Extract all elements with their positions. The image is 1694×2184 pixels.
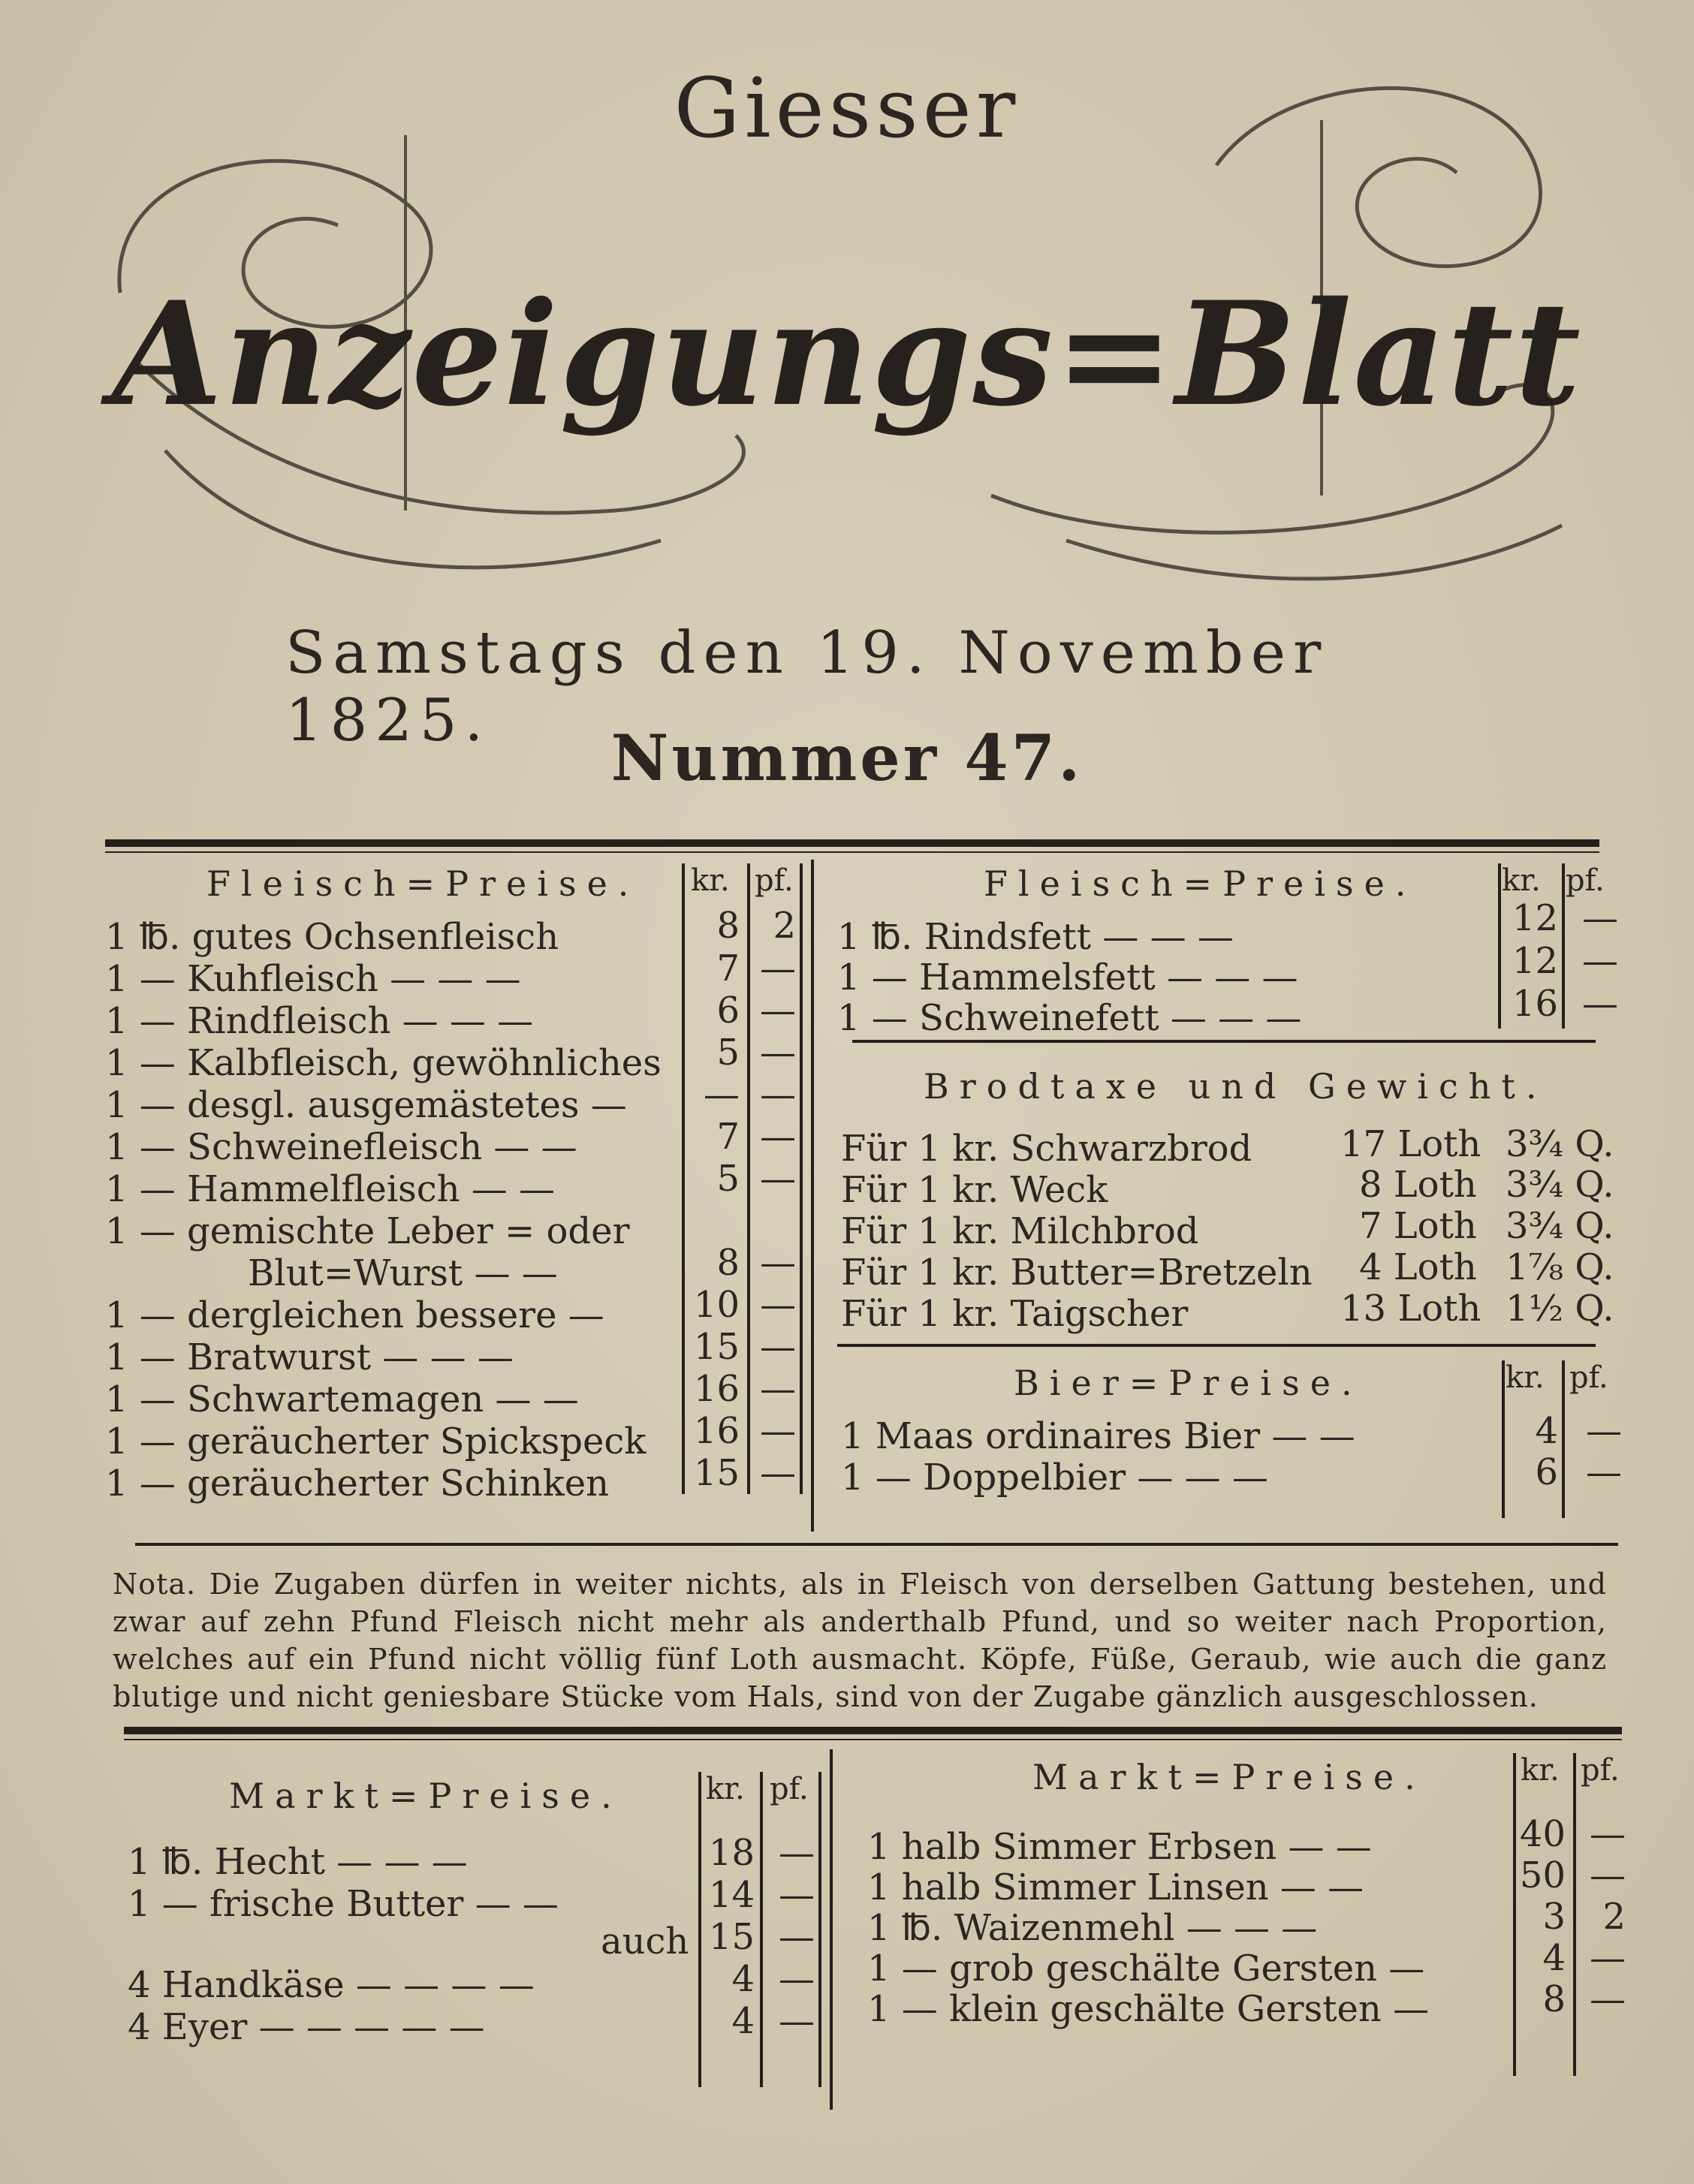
table-row-kr: 16 <box>1512 983 1558 1025</box>
table-row-label: 1 — Schweinefett — — — <box>837 997 1302 1039</box>
table-row-pf: — <box>779 1916 815 1958</box>
bier-top-rule <box>837 1344 1596 1347</box>
table-row-label: 1 Maas ordinaires Bier — — <box>841 1415 1355 1457</box>
table-row-quentchen: 1½ Q. <box>1506 1288 1614 1330</box>
table-row-quentchen: 3¾ Q. <box>1506 1123 1614 1165</box>
table-row-pf: — <box>760 947 796 990</box>
table-row-kr: 4 <box>1535 1410 1558 1452</box>
table-row-label: Blut=Wurst — — <box>248 1252 558 1294</box>
table-row-label: 1 — frische Butter — — <box>128 1883 559 1925</box>
masthead-city: Giesser <box>674 60 1020 156</box>
table-row-label: 1 — Kuhfleisch — — — <box>105 958 521 1000</box>
table-row-weight: 13 Loth <box>1340 1288 1481 1330</box>
table-row-label: 1 ℔. Hecht — — — <box>128 1841 468 1883</box>
table-row-kr: 5 <box>716 1032 740 1074</box>
table-row-pf: — <box>779 2000 815 2042</box>
table-row-kr: — <box>704 1074 740 1116</box>
table-row-pf: — <box>760 1284 796 1326</box>
table-row-kr: 3 <box>1542 1896 1566 1938</box>
table-row-pf: — <box>1590 1937 1626 1979</box>
table-row-pf: — <box>1590 1854 1626 1896</box>
table-row-pf: — <box>760 1326 796 1368</box>
table-row-pf: — <box>760 990 796 1032</box>
table-row-kr: 8 <box>716 1242 740 1284</box>
fleisch-left-title: Fleisch=Preise. <box>206 863 640 904</box>
flourish-right-swash <box>1066 526 1562 579</box>
table-row-kr: 8 <box>716 905 740 947</box>
table-row-pf: — <box>760 1242 796 1284</box>
markt-left-end-line <box>818 1772 821 2087</box>
table-row-pf: — <box>1590 1813 1626 1855</box>
table-row-label: 1 — Hammelsfett — — — <box>837 956 1298 999</box>
table-row-label: Für 1 kr. Schwarzbrod <box>841 1128 1252 1170</box>
fleisch-right-pf-header: pf. <box>1566 863 1605 898</box>
table-row-quentchen: 3¾ Q. <box>1506 1164 1614 1206</box>
flourish-left-swash <box>165 450 661 568</box>
table-row-kr: 5 <box>716 1158 740 1200</box>
market-column-divider <box>830 1749 833 2110</box>
table-row-label: 1 — geräucherter Schinken <box>105 1463 610 1505</box>
table-row-label: 1 — Schweinefleisch — — <box>105 1126 577 1168</box>
table-row-pf: — <box>1582 983 1618 1025</box>
fleisch-right-title: Fleisch=Preise. <box>984 863 1417 904</box>
table-row-kr: 6 <box>716 990 740 1032</box>
table-row-kr: 10 <box>693 1284 740 1326</box>
markt-left-title: Markt=Preise. <box>229 1776 622 1816</box>
markt-right-pf-header: pf. <box>1581 1753 1620 1788</box>
fleisch-right-kr-header: kr. <box>1502 863 1541 898</box>
markt-right-title: Markt=Preise. <box>1032 1757 1426 1797</box>
table-row-label: 1 ℔. Rindsfett — — — <box>837 916 1234 958</box>
table-row-label: 1 ℔. Waizenmehl — — — <box>867 1907 1318 1949</box>
nota-paragraph: Nota. Die Zugaben dürfen in weiter nichts, als in Fleisch von derselben Gattung bestehen, und zwar auf zehn Pfund Fleisch nicht mehr als anderthalb Pfund, und so weiter nach Proportion, welches auf ein Pfund nicht völlig fünf Loth ausmacht. Köpfe, Füße, Geraub, wie auch die ganz blutige und nicht geniesbare Stücke vom Hals, sind von der Zugabe gänzlich ausgeschlossen. <box>113 1568 1607 1713</box>
table-row-label: 1 — Rindfleisch — — — <box>105 1000 534 1042</box>
table-row-label: 1 — desgl. ausgemästetes — <box>105 1084 627 1126</box>
table-row-pf: — <box>1590 1978 1626 2020</box>
fleisch-left-end-line <box>800 863 803 1494</box>
nota-top-rule <box>135 1543 1618 1546</box>
markt-left-pf-header: pf. <box>770 1772 809 1806</box>
issue-date: Samstags den 19. November 1825. <box>285 619 1329 755</box>
table-row-pf: — <box>760 1410 796 1452</box>
table-row-weight: 8 Loth <box>1359 1164 1477 1206</box>
masthead-title: Anzeigungs=Blatt <box>111 270 1583 438</box>
table-row-weight: 4 Loth <box>1359 1246 1477 1288</box>
table-row-pf: — <box>760 1158 796 1200</box>
table-row-pf: — <box>779 1874 815 1916</box>
table-row-label: 1 ℔. gutes Ochsenfleisch <box>105 916 559 958</box>
table-row-kr: 7 <box>716 947 740 990</box>
table-row-kr: 12 <box>1512 940 1558 982</box>
table-row-pf: — <box>1582 940 1618 982</box>
table-row-kr: 18 <box>708 1832 755 1874</box>
table-row-pf: — <box>760 1368 796 1410</box>
table-row-label: 1 halb Simmer Erbsen — — <box>867 1826 1372 1868</box>
table-row-label: 1 — dergleichen bessere — <box>105 1294 604 1336</box>
table-row-label: 4 Handkäse — — — — <box>128 1964 535 2006</box>
brod-title: Brodtaxe und Gewicht. <box>924 1066 1548 1107</box>
table-row-pf: — <box>779 1832 815 1874</box>
table-row-label: Für 1 kr. Milchbrod <box>841 1210 1199 1252</box>
table-row-kr: 4 <box>731 1958 755 2000</box>
table-row-kr: 14 <box>708 1874 755 1916</box>
table-row-kr: 7 <box>716 1116 740 1158</box>
table-row-pf: — <box>1586 1410 1622 1452</box>
table-row-label: 1 — Schwartemagen — — <box>105 1378 579 1420</box>
table-row-label: 1 — geräucherter Spickspeck <box>105 1420 647 1463</box>
top-rule <box>105 839 1599 847</box>
table-row-label: auch <box>601 1920 689 1963</box>
table-row-pf: — <box>760 1074 796 1116</box>
table-row-kr: 16 <box>693 1410 740 1452</box>
table-row-label: 1 — grob geschälte Gersten — <box>867 1948 1425 1990</box>
top-rule-thin <box>105 851 1599 853</box>
table-row-pf: — <box>1582 897 1618 939</box>
table-row-label: Für 1 kr. Weck <box>841 1169 1108 1211</box>
table-row-label: 1 — Doppelbier — — — <box>841 1457 1268 1499</box>
issue-number: Nummer 47. <box>610 721 1084 795</box>
table-row-kr: 15 <box>693 1452 740 1494</box>
bier-kr-header: kr. <box>1506 1360 1545 1395</box>
table-row-kr: 8 <box>1542 1978 1566 2020</box>
table-row-kr: 15 <box>693 1326 740 1368</box>
fleisch-left-kr-header: kr. <box>691 863 730 898</box>
table-row-weight: 17 Loth <box>1340 1123 1481 1165</box>
table-row-kr: 4 <box>731 2000 755 2042</box>
table-row-pf: — <box>760 1452 796 1494</box>
table-row-pf: — <box>760 1116 796 1158</box>
table-row-label: 1 — klein geschälte Gersten — <box>867 1988 1430 2030</box>
bier-title: Bier=Preise. <box>1014 1363 1363 1403</box>
table-row-pf: — <box>760 1032 796 1074</box>
bier-pf-header: pf. <box>1569 1360 1608 1395</box>
table-row-kr: 50 <box>1519 1854 1566 1896</box>
table-row-label: Für 1 kr. Taigscher <box>841 1293 1189 1335</box>
column-divider <box>811 860 814 1532</box>
markt-right-kr-header: kr. <box>1521 1753 1560 1788</box>
table-row-weight: 7 Loth <box>1359 1205 1477 1247</box>
table-row-kr: 4 <box>1542 1937 1566 1979</box>
markt-left-kr-header: kr. <box>706 1772 745 1806</box>
table-row-kr: 16 <box>693 1368 740 1410</box>
table-row-label: 4 Eyer — — — — — <box>128 2006 485 2048</box>
table-row-label: 1 — Bratwurst — — — <box>105 1336 514 1378</box>
table-row-label: 1 — gemischte Leber = oder <box>105 1210 630 1252</box>
fleisch-left-pf-header: pf. <box>755 863 794 898</box>
table-row-kr: 15 <box>708 1916 755 1958</box>
table-row-label: Für 1 kr. Butter=Bretzeln <box>841 1252 1313 1294</box>
table-row-pf: — <box>1586 1451 1622 1493</box>
table-row-quentchen: 1⅞ Q. <box>1506 1246 1614 1288</box>
middle-rule-thin <box>124 1739 1622 1740</box>
table-row-kr: 12 <box>1512 897 1558 939</box>
table-row-kr: 6 <box>1535 1451 1558 1493</box>
table-row-quentchen: 3¾ Q. <box>1506 1205 1614 1247</box>
brod-top-rule <box>852 1040 1596 1043</box>
table-row-label: 1 — Kalbfleisch, gewöhnliches <box>105 1042 662 1084</box>
middle-rule <box>124 1727 1622 1734</box>
table-row-label: 1 halb Simmer Linsen — — <box>867 1866 1364 1908</box>
table-row-pf: — <box>779 1958 815 2000</box>
table-row-kr: 40 <box>1519 1813 1566 1855</box>
table-row-label: 1 — Hammelfleisch — — <box>105 1168 556 1210</box>
table-row-pf: 2 <box>773 905 796 947</box>
table-row-pf: 2 <box>1602 1896 1626 1938</box>
